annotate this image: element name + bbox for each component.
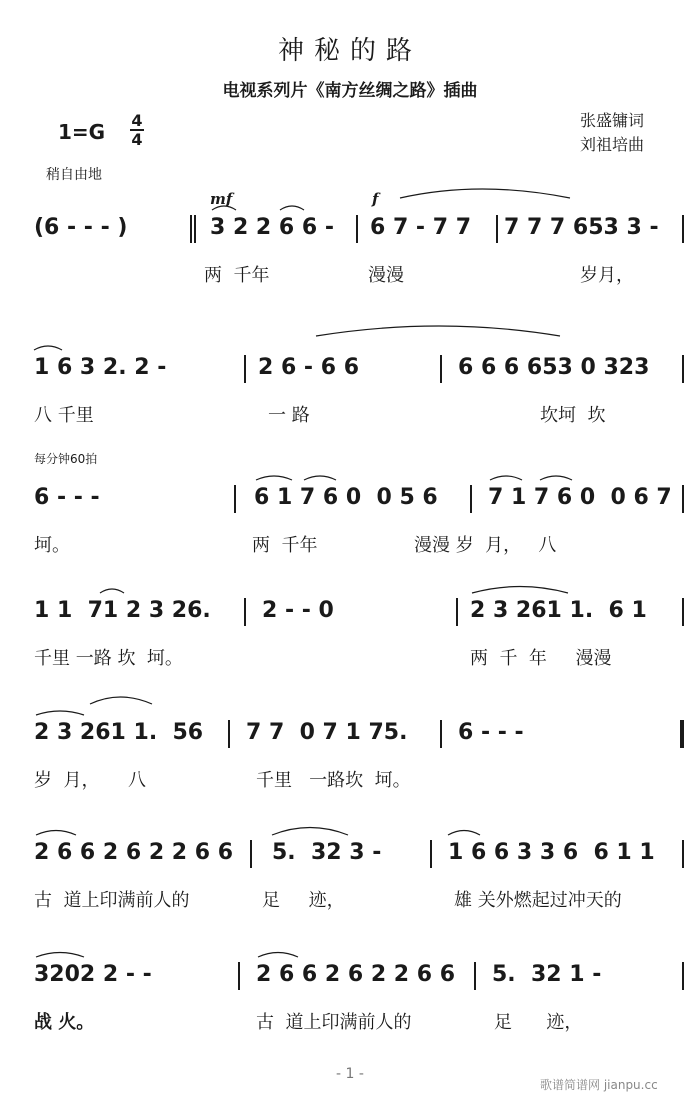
composer-credit: 刘祖培曲 bbox=[580, 135, 645, 154]
measure-notes: 6 7 - 7 7 bbox=[370, 215, 471, 240]
measure-notes: 3202 2 - - bbox=[34, 962, 152, 987]
measure-notes: 2 3 261 1. 6 1 bbox=[470, 598, 647, 623]
measure-notes: 3 2 2 6 6 - bbox=[210, 215, 334, 240]
lyric-line: 八 千里 bbox=[34, 405, 94, 426]
site-watermark: 歌谱简谱网 jianpu.cc bbox=[540, 1078, 658, 1092]
song-subtitle: 电视系列片《南方丝绸之路》插曲 bbox=[222, 81, 478, 101]
lyric-line: 两 千 年 漫漫 bbox=[470, 648, 612, 669]
key-signature: 1=G bbox=[58, 120, 106, 144]
measure-notes: 2 6 - 6 6 bbox=[258, 355, 359, 380]
song-title: 神秘的路 bbox=[277, 36, 422, 66]
time-signature-top: 4 bbox=[131, 111, 143, 130]
lyricist-credit: 张盛镛词 bbox=[580, 111, 645, 130]
measure-notes: 7 1 7 6 0 0 6 7 bbox=[488, 485, 672, 510]
page-number: - 1 - bbox=[336, 1066, 364, 1082]
slur-arc bbox=[490, 476, 522, 480]
lyric-line: 岁 月， 八 bbox=[34, 770, 147, 791]
lyric-line: 岁月， bbox=[580, 265, 634, 286]
slur-arc bbox=[36, 953, 84, 958]
slur-arc bbox=[472, 587, 568, 594]
dynamic-mf: mf bbox=[210, 190, 233, 208]
lyric-line: 一 路 bbox=[268, 405, 310, 426]
slur-arc bbox=[90, 697, 152, 704]
measure-notes: 2 - - 0 bbox=[262, 598, 334, 623]
slur-arc bbox=[448, 831, 480, 836]
tempo-marking: 稍自由地 bbox=[46, 167, 102, 183]
lyric-line: 古 道上印满前人的 bbox=[34, 890, 190, 911]
time-signature-bottom: 4 bbox=[131, 130, 143, 149]
measure-notes: 1 6 3 2. 2 - bbox=[34, 355, 167, 380]
lyric-line: 漫漫 bbox=[368, 265, 404, 286]
measure-notes: 5. 32 3 - bbox=[272, 840, 382, 865]
slur-arc bbox=[258, 953, 298, 958]
lyric-line: 足 迹， bbox=[262, 890, 345, 911]
lyric-line: 漫漫 岁 月， 八 bbox=[414, 535, 557, 556]
lyric-line: 两 千年 bbox=[252, 535, 318, 556]
slur-arc bbox=[34, 346, 62, 350]
lyric-line: 雄 关外燃起过冲天的 bbox=[454, 890, 622, 911]
measure-notes: (6 - - - ) bbox=[34, 215, 128, 240]
slur-arc bbox=[304, 476, 336, 480]
measure-notes: 1 1 71 2 3 26. bbox=[34, 598, 211, 623]
slur-arc bbox=[212, 206, 236, 210]
phrase-arc bbox=[316, 326, 560, 336]
slur-arc bbox=[36, 711, 84, 715]
measure-notes: 2 6 6 2 6 2 2 6 6 bbox=[256, 962, 456, 987]
slur-arc bbox=[540, 476, 572, 480]
measure-notes: 6 6 6 653 0 323 bbox=[458, 355, 650, 380]
measure-notes: 7 7 0 7 1 75. bbox=[246, 720, 408, 745]
slur-arc bbox=[256, 476, 292, 480]
measure-notes: 2 3 261 1. 56 bbox=[34, 720, 204, 745]
measure-notes: 7 7 7 653 3 - bbox=[504, 215, 659, 240]
measure-notes: 6 - - - bbox=[458, 720, 524, 745]
lyric-line: 坷。 bbox=[34, 535, 70, 556]
slur-arc bbox=[272, 828, 348, 836]
slur-arc bbox=[280, 206, 304, 210]
measure-notes: 5. 32 1 - bbox=[492, 962, 602, 987]
slur-arc bbox=[36, 831, 76, 836]
lyric-line: 坎坷 坎 bbox=[540, 405, 606, 426]
tempo-change-marking: 每分钟60拍 bbox=[34, 452, 98, 466]
measure-notes: 6 - - - bbox=[34, 485, 100, 510]
phrase-arc bbox=[400, 189, 570, 198]
lyric-line: 两 千年 bbox=[204, 265, 270, 286]
measure-notes: 2 6 6 2 6 2 2 6 6 bbox=[34, 840, 234, 865]
dynamic-f: f bbox=[372, 190, 379, 208]
measure-notes: 1 6 6 3 3 6 6 1 1 bbox=[448, 840, 655, 865]
slur-arc bbox=[100, 589, 124, 593]
lyric-line: 千里 一路坎 坷。 bbox=[256, 770, 411, 791]
measure-notes: 6 1 7 6 0 0 5 6 bbox=[254, 485, 438, 510]
lyric-line: 古 道上印满前人的 bbox=[256, 1012, 412, 1033]
lyric-line: 足 迹， bbox=[494, 1012, 583, 1033]
lyric-line: 千里 一路 坎 坷。 bbox=[34, 648, 183, 669]
lyric-line: 战 火。 bbox=[34, 1012, 95, 1033]
